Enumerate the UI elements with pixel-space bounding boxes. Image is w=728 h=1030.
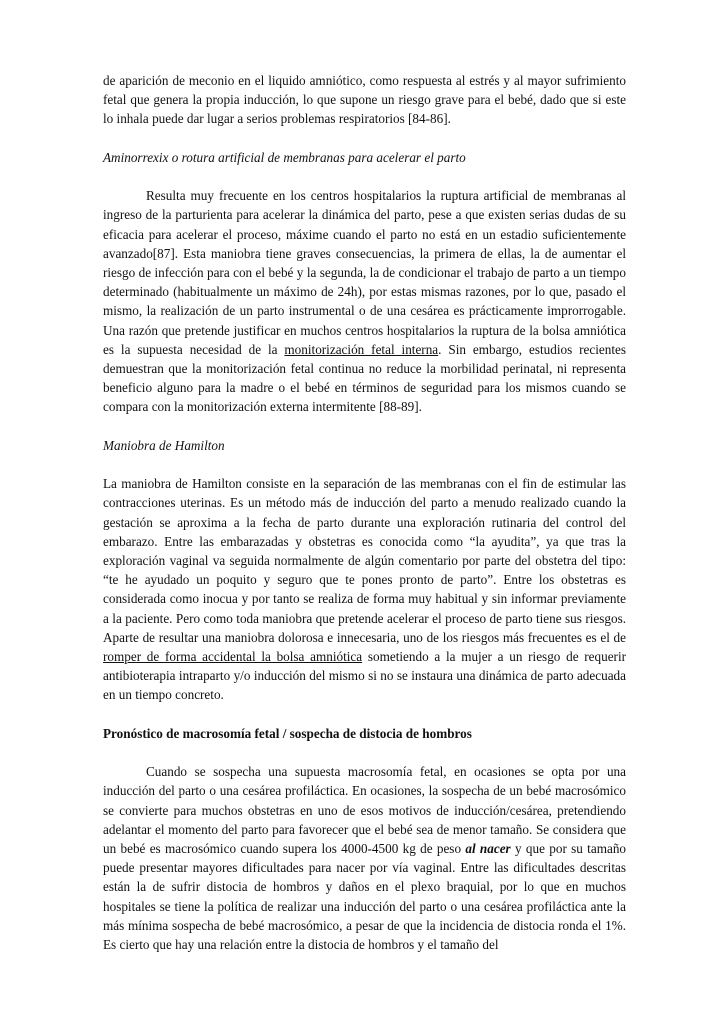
paragraph-ruptura-membranas	[103, 186, 626, 416]
paragraph-meconio: de aparición de meconio en el liquido amniótico, como respuesta al estrés y al mayor sufrimiento fetal que genera la propia inducción, lo que supone un riesgo grave para el bebé, dado que si este lo inhala puede dar lugar a serios problemas respiratorios [84-86].	[103, 73, 626, 127]
emphasis-al-nacer: al nacer	[465, 841, 511, 857]
paragraph-hamilton	[103, 474, 626, 704]
section-heading-hamilton: Maniobra de Hamilton	[103, 437, 225, 453]
paragraph-text: y que por su tamaño puede presentar mayores dificultades para nacer por vía vaginal. Entre las dificultades descritas están la de sufrir distocia de hombros y daños en el plexo braquial, por lo que en muchos hospitales se tiene la política de realizar una inducción del parto o una cesárea profiláctica ante la más mínima sospecha de bebé macrosómico, a pesar de que la incidencia de distocia ronda el 1%. Es cierto que hay una relación entre la distocia de hombros y el tamaño del	[103, 841, 627, 953]
paragraph-text: Resulta muy frecuente en los centros hospitalarios la ruptura artificial de membranas al ingreso de la parturienta para acelerar la dinámica del parto, pese a que existen serias dudas de su eficacia para acelerar el proceso, máxime cuando el parto no está en un estadio suficientemente avanzado[87]. Esta maniobra tiene graves consecuencias, la primera de ellas, la de aumentar el riesgo de infección para con el bebé y la segunda, la de condicionar el trabajo de parto a un tiempo determinado (habitualmente un máximo de 24h), por estas mismas razones, por lo que, pasado el mismo, la realización de un parto instrumental o de una cesárea es prácticamente improrrogable. Una razón que pretende justificar en muchos centros hospitalarios la ruptura de la bolsa amniótica es la supuesta necesidad de la	[103, 188, 626, 357]
link-monitorizacion-fetal-interna[interactable]: monitorización fetal interna	[284, 341, 439, 357]
paragraph-text: Cuando se sospecha una supuesta macrosomía fetal, en ocasiones se opta por una inducción del parto o una cesárea profiláctica. En ocasiones, la sospecha de un bebé macrosómico se convierte para muchos obstetras en uno de esos motivos de inducción/cesárea, pretendiendo adelantar el momento del parto para favorecer que el bebé sea de menor tamaño. Se considera que un bebé es macrosómico cuando supera los 4000-4500 kg de peso	[103, 764, 626, 857]
document-page	[103, 71, 626, 954]
paragraph-text: La maniobra de Hamilton consiste en la separación de las membranas con el fin de estimular las contracciones uterinas. Es un método más de inducción del parto a menudo realizado cuando la gestación se aproxima a la fecha de parto durante una exploración rutinaria del control del embarazo. Entre las embarazadas y obstetras es conocida como “la ayudita”, ya que tras la exploración vaginal va seguida normalmente de algún comentario por parte del obstetra del tipo: “te he ayudado un poquito y seguro que te pones pronto de parto”. Entre los obstetras es considerada como inocua y por tanto se realiza de forma muy habitual y sin informar previamente a la paciente. Pero como toda maniobra que pretende acelerar el proceso de parto tiene sus riesgos. Aparte de resultar una maniobra dolorosa e innecesaria, uno de los riesgos más frecuentes es el de	[103, 476, 626, 645]
paragraph-macrosomia	[103, 762, 626, 954]
paragraph-text: sometiendo a la mujer a un riesgo de requerir antibioterapia intraparto y/o inducción del mismo si no se instaura una dinámica de parto adecuada en un tiempo concreto.	[103, 649, 626, 703]
section-heading-amniorrexis: Aminorrexix o rotura artificial de membranas para acelerar el parto	[103, 149, 466, 165]
paragraph-text: . Sin embargo, estudios recientes demuestran que la monitorización fetal continua no reduce la morbilidad perinatal, ni representa beneficio alguno para la madre o el bebé en términos de seguridad para los mismos cuando se compara con la monitorización externa intermitente [88-89].	[103, 341, 627, 415]
link-romper-bolsa-amniotica[interactable]: romper de forma accidental la bolsa amniótica	[103, 649, 363, 665]
section-heading-macrosomia: Pronóstico de macrosomía fetal / sospecha de distocia de hombros	[103, 725, 472, 741]
